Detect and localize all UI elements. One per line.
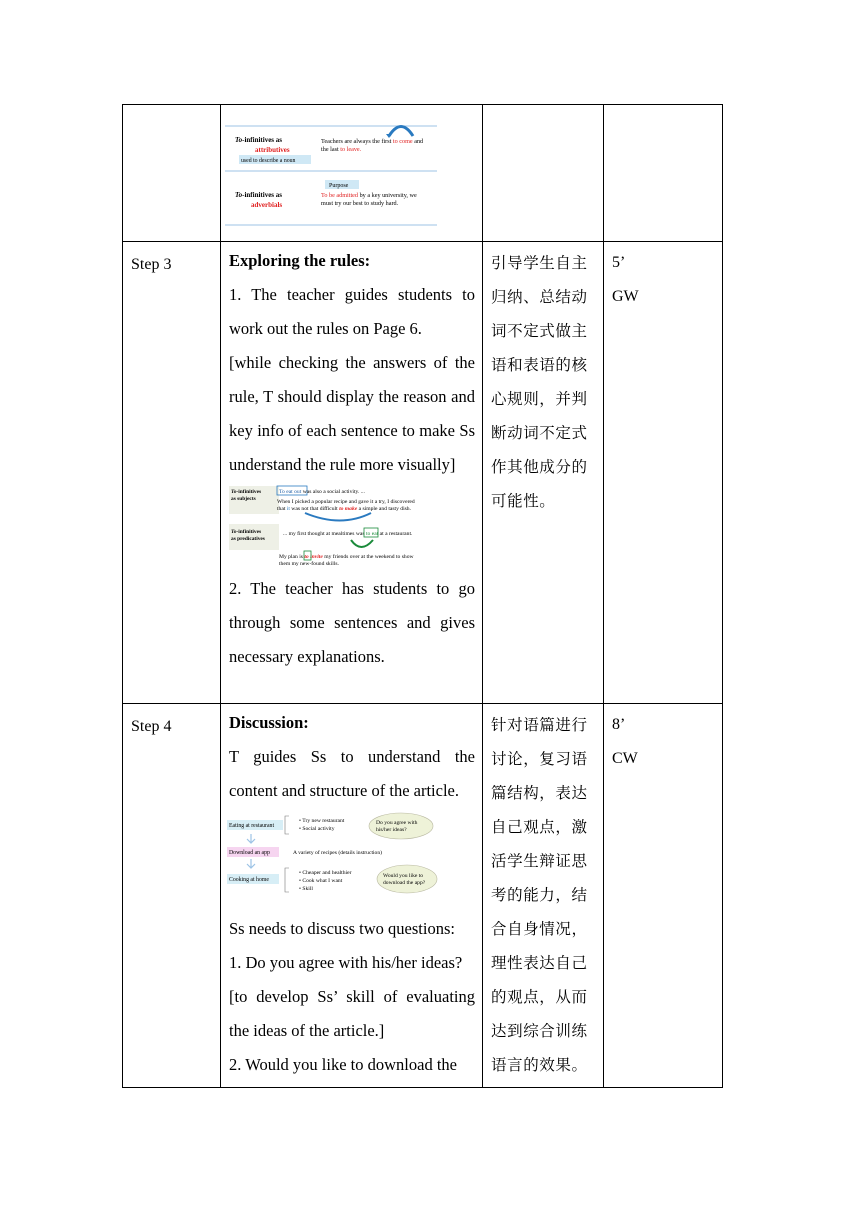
table-row bbox=[123, 242, 723, 704]
bullet-text: Try new restaurant bbox=[302, 818, 345, 824]
figure-label: To bbox=[235, 136, 243, 144]
activity-paragraph: Ss needs to discuss two questions: bbox=[229, 919, 455, 938]
svg-text:• Skill: • Skill bbox=[299, 886, 313, 892]
structure-box: Eating at restaurant bbox=[229, 823, 275, 829]
bullet-text: Cook what I want bbox=[302, 878, 343, 884]
figure-label: -infinitives bbox=[236, 529, 262, 535]
example-highlight: to invite bbox=[304, 554, 323, 560]
structure-box: Cooking at home bbox=[229, 877, 269, 883]
bullet-text: Skill bbox=[302, 886, 313, 892]
svg-text:To-infinitives as bbox=[235, 191, 282, 199]
example-text: was also a social activity. ... bbox=[301, 489, 365, 495]
time-cell bbox=[604, 242, 723, 704]
bubble-text: his/her ideas? bbox=[376, 827, 407, 833]
structure-box: Download an app bbox=[229, 850, 270, 856]
svg-text:To-infinitives as bbox=[235, 136, 282, 144]
mode-value: CW bbox=[612, 750, 638, 767]
example-highlight: to make bbox=[339, 506, 358, 512]
table-row bbox=[123, 105, 723, 242]
example-text: My plan bbox=[279, 554, 300, 560]
time-cell bbox=[604, 105, 723, 242]
step-label: Step 4 bbox=[131, 718, 172, 735]
structure-text: A variety of recipes (details instruction) bbox=[293, 850, 383, 856]
activity-cell bbox=[221, 704, 483, 1088]
activity-paragraph: [while checking the answers of the rule, T should display the reason and key info of each sentence to make Ss understand the rule more visually] bbox=[229, 353, 475, 474]
question-text: 2. Would you like to download the bbox=[229, 1055, 457, 1074]
bubble-text: download the app? bbox=[383, 880, 426, 886]
svg-text:To be admitted by a key univer bbox=[321, 192, 417, 199]
activity-cell bbox=[221, 105, 483, 242]
svg-text:My plan is to invite my friend bbox=[279, 553, 415, 560]
svg-text:... my first thought at mealti bbox=[283, 530, 413, 537]
svg-text:• Social activity: • Social activity bbox=[299, 826, 335, 832]
bubble-text: Would you like to bbox=[383, 873, 424, 879]
purpose-cell bbox=[483, 242, 604, 704]
step-label: Step 3 bbox=[131, 256, 172, 273]
boxed-phrase: is bbox=[299, 554, 303, 560]
time-value: 5’ bbox=[612, 254, 626, 271]
example-highlight: it bbox=[286, 506, 290, 512]
example-text: my friends over at the weekend to show bbox=[322, 554, 414, 560]
svg-text:To-infinitives bbox=[231, 489, 261, 495]
example-text: at a restaurant. bbox=[378, 531, 413, 537]
lesson-plan-table bbox=[122, 104, 723, 1088]
bubble-text: Do you agree with bbox=[376, 820, 418, 826]
svg-text:• Cheaper and healthier: • Cheaper and healthier bbox=[299, 870, 352, 876]
attributives-label: attributives bbox=[255, 146, 290, 154]
activity-cell bbox=[221, 242, 483, 704]
svg-text:Teachers are always the first bbox=[321, 138, 424, 145]
example-text: When I picked a popular recipe and gave it a try, I discovered bbox=[277, 499, 415, 505]
boxed-phrase: To eat out bbox=[279, 489, 302, 495]
figure-label: -infinitives as bbox=[242, 136, 283, 144]
step-cell bbox=[123, 704, 221, 1088]
table-row bbox=[123, 704, 723, 1088]
svg-text:• Cook what I want: • Cook what I want bbox=[299, 878, 343, 884]
figure-label: -infinitives as bbox=[242, 191, 283, 199]
article-structure-figure bbox=[221, 812, 483, 910]
example-highlight: To be admitted bbox=[321, 192, 359, 199]
purpose-cell bbox=[483, 105, 604, 242]
example-text: ... my first thought at mealtimes bbox=[283, 531, 356, 537]
bullet-text: Social activity bbox=[302, 826, 335, 832]
activity-paragraph: 2. The teacher has students to go through some sentences and gives necessary explanations. bbox=[229, 579, 475, 666]
svg-text:To eat out was also a social a bbox=[279, 489, 366, 495]
example-text: and bbox=[412, 138, 424, 145]
mode-value: GW bbox=[612, 288, 639, 305]
figure-label: as predicatives bbox=[231, 536, 265, 542]
svg-text:• Try new restaurant: • Try new restaurant bbox=[299, 818, 345, 824]
svg-text:To-infinitives bbox=[231, 529, 261, 535]
time-value: 8’ bbox=[612, 716, 626, 733]
figure-label: as subjects bbox=[231, 496, 256, 502]
example-text: must try our best to study hard. bbox=[321, 200, 399, 207]
figure-label: -infinitives bbox=[236, 489, 262, 495]
step-cell bbox=[123, 242, 221, 704]
example-text: the last bbox=[321, 146, 341, 153]
example-highlight: to come bbox=[392, 138, 413, 145]
svg-text:the last to leave. bbox=[321, 146, 362, 153]
example-text: Teachers are always the first bbox=[321, 138, 393, 145]
step-cell bbox=[123, 105, 221, 242]
question-note: [to develop Ss’ skill of evaluating the ideas of the article.] bbox=[229, 987, 475, 1040]
purpose-text: 针对语篇进行讨论，复习语篇结构，表达自己观点，激活学生辩证思考的能力，结合自身情况，理性表达自己的观点，从而达到综合训练语言的效果。 bbox=[491, 716, 588, 1074]
attributive-note: used to describe a noun bbox=[241, 158, 296, 164]
question-text: 1. Do you agree with his/her ideas? bbox=[229, 953, 463, 972]
activity-paragraph: T guides Ss to understand the content and structure of the article. bbox=[229, 747, 475, 800]
activity-heading: Discussion: bbox=[229, 713, 309, 732]
example-highlight: to eat bbox=[364, 531, 379, 537]
example-text: that bbox=[277, 506, 287, 512]
example-text: a simple and tasty dish. bbox=[357, 506, 412, 512]
rules-figure bbox=[221, 484, 483, 572]
activity-heading: Exploring the rules: bbox=[229, 251, 371, 270]
svg-text:that it was not that difficult bbox=[277, 505, 412, 512]
figure-label: To bbox=[231, 529, 237, 535]
example-text: was not that difficult bbox=[289, 506, 340, 512]
time-cell bbox=[604, 704, 723, 1088]
activity-paragraph: 1. The teacher guides students to work out the rules on Page 6. bbox=[229, 285, 475, 338]
figure-label: To bbox=[235, 191, 243, 199]
purpose-text: 引导学生自主归纳、总结动词不定式做主语和表语的核心规则，并判断动词不定式作其他成分的可能性。 bbox=[491, 254, 588, 510]
boxed-phrase: was bbox=[355, 531, 365, 537]
purpose-cell bbox=[483, 704, 604, 1088]
adverbials-label: adverbials bbox=[251, 201, 283, 209]
bullet-text: Cheaper and healthier bbox=[302, 870, 352, 876]
purpose-tag: Purpose bbox=[329, 183, 349, 189]
example-text: by a key university, we bbox=[358, 192, 417, 199]
example-highlight: to leave. bbox=[340, 146, 362, 153]
example-text: them my new-found skills. bbox=[279, 561, 339, 567]
infinitive-functions-figure bbox=[221, 105, 483, 240]
figure-label: To bbox=[231, 489, 237, 495]
